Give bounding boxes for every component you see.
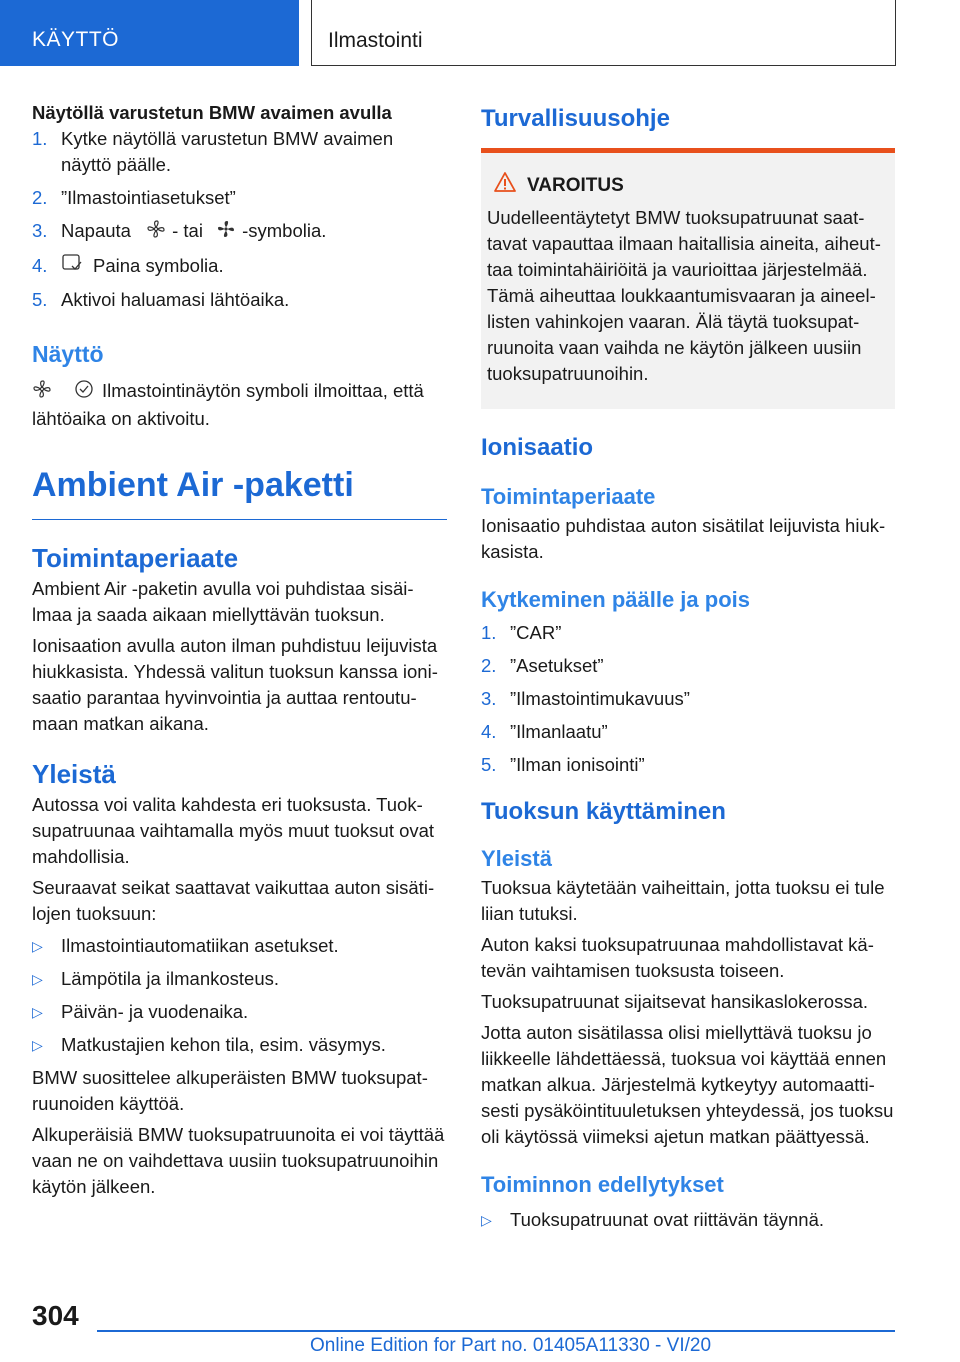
step-number: 2. <box>481 655 497 676</box>
list-item <box>32 933 447 959</box>
requirements-heading: Toiminnon edellytykset <box>481 1172 724 1197</box>
list-item-text: Päivän- ja vuodenaika. <box>61 1000 249 1022</box>
step-text: ”Ilmastointiasetukset” <box>61 187 236 208</box>
step-number: 5. <box>32 289 48 311</box>
list-item <box>32 185 447 211</box>
step-number: 4. <box>32 254 48 276</box>
warning-triangle-icon <box>493 171 517 201</box>
principle-paragraph-2: Ionisaation avulla auton ilman puhdistuu leijuvista hiukkasista. Yhdessä valitun tuoksun kanssa ionisaatio parantaa hyvinvointia ja auttaa rentoutumaan matkan aikana. <box>32 634 438 734</box>
switch-heading: Kytkeminen päälle ja pois <box>481 587 750 612</box>
usage-paragraph-4: Jotta auton sisätilassa olisi miellyttävä tuoksu jo liikkeelle lähdettäessä, tuoksua voi käyttää ennen matkan alkua. Järjestelmä kytkeytyy automaattisesti pysäköintituuletuksen yhteydessä, jos tuoksu oli käytössä viimeksi ajetun matkan päättyessä. <box>481 1022 894 1147</box>
step-text: Paina symbolia. <box>93 254 224 276</box>
step-text: ”CAR” <box>510 622 562 643</box>
step-text: ”Ilmanlaatu” <box>510 721 608 742</box>
usage-general-heading: Yleistä <box>481 846 552 871</box>
principle-paragraph-1: Ambient Air -paketin avulla voi puhdistaa sisäilmaa ja saada aikaan miellyttävän tuoksun. <box>32 577 414 625</box>
usage-paragraph-2: Auton kaksi tuoksupatruunaa mahdollistavat kätevän vaihtamisen tuoksusta toiseen. <box>481 934 874 981</box>
fan-icon-filled <box>216 219 236 246</box>
clock-check-icon <box>74 379 94 406</box>
step-text: Aktivoi haluamasi lähtöaika. <box>61 289 290 311</box>
step-text: ”Asetukset” <box>510 655 604 676</box>
list-item <box>481 620 895 646</box>
edition-link[interactable]: Online Edition for Part no. 01405A11330 - VI/20 <box>310 1335 712 1356</box>
list-item <box>32 1032 447 1058</box>
fan-icon <box>146 219 166 246</box>
key-steps-list <box>32 126 447 313</box>
warning-text: Uudelleentäytetyt BMW tuoksupatruunat saattavat vapauttaa ilmaan haitallisia aineita, aiheuttaa toimintahäiriöitä ja vaurioittaa järjestelmää. Tämä aiheuttaa loukkaantumisvaaran ja aineellisten vahinkojen vaaran. Älä täytä tuoksupatruunoita vaan vaihda ne käytön jälkeen uusiin tuoksupatruunoihin. <box>487 207 881 384</box>
list-item <box>481 686 895 712</box>
step-text-mid: - tai <box>172 220 203 241</box>
ambient-heading: Ambient Air -paketti <box>32 465 354 504</box>
ambient-heading-block <box>32 463 447 520</box>
list-item-text: Lämpötila ja ilmankosteus. <box>61 967 279 989</box>
confirm-check-icon <box>61 253 83 280</box>
key-procedure-title: Näytöllä varustetun BMW avaimen avulla <box>32 102 392 123</box>
scent-factors-list <box>32 933 447 1058</box>
list-item-text: Tuoksupatruunat ovat riittävän täynnä. <box>510 1209 825 1230</box>
warning-title <box>487 171 889 201</box>
triangle-bullet-icon: ▷ <box>32 1036 43 1053</box>
triangle-bullet-icon: ▷ <box>32 1003 43 1020</box>
section-tab <box>0 0 299 66</box>
chapter-title: Ilmastointi <box>328 29 423 52</box>
ionisation-heading: Ionisaatio <box>481 434 594 461</box>
usage-paragraph-3: Tuoksupatruunat sijaitsevat hansikaslokerossa. <box>481 991 868 1012</box>
list-item <box>32 253 447 281</box>
section-title: KÄYTTÖ <box>32 28 120 51</box>
step-number: 3. <box>481 688 497 709</box>
step-text-post: -symbolia. <box>242 220 327 241</box>
list-item <box>481 653 895 679</box>
triangle-bullet-icon: ▷ <box>32 970 43 987</box>
display-text: Ilmastointinäytön symboli ilmoittaa, että lähtöaika on aktivoitu. <box>32 380 424 429</box>
list-item <box>32 999 447 1025</box>
right-column <box>481 100 895 1240</box>
requirements-list <box>481 1207 895 1233</box>
step-text: ”Ilman ionisointi” <box>510 754 645 775</box>
footer-divider <box>97 1330 895 1332</box>
list-item <box>32 287 447 313</box>
usage-heading: Tuoksun käyttäminen <box>481 798 726 825</box>
step-number: 5. <box>481 754 497 775</box>
list-item <box>481 1207 895 1233</box>
general-paragraph-2: Seuraavat seikat saattavat vaikuttaa auton sisätilojen tuoksuun: <box>32 876 435 924</box>
list-item <box>32 218 447 246</box>
triangle-bullet-icon: ▷ <box>481 1212 492 1228</box>
page-number: 304 <box>32 1300 79 1331</box>
step-text-pre: Napauta <box>61 220 131 241</box>
display-paragraph <box>32 378 447 432</box>
step-text: Kytke näytöllä varustetun BMW avaimen näyttö päälle. <box>61 128 394 175</box>
list-item-text: Matkustajien kehon tila, esim. väsymys. <box>61 1033 386 1055</box>
step-number: 1. <box>32 128 48 149</box>
safety-heading: Turvallisuusohje <box>481 105 670 132</box>
step-number: 4. <box>481 721 497 742</box>
usage-paragraph-1: Tuoksua käytetään vaiheittain, jotta tuoksu ei tule liian tutuksi. <box>481 877 885 924</box>
ion-principle-text: Ionisaatio puhdistaa auton sisätilat leijuvista hiukkasista. <box>481 515 886 562</box>
general-heading: Yleistä <box>32 758 116 789</box>
triangle-bullet-icon: ▷ <box>32 937 43 954</box>
general-paragraph-1: Autossa voi valita kahdesta eri tuoksusta. Tuoksupatruunaa vaihtamalla myös muut tuoksut ovat mahdollisia. <box>32 793 435 867</box>
switch-steps-list <box>481 620 895 778</box>
left-column <box>32 100 447 1205</box>
step-text: ”Ilmastointimukavuus” <box>510 688 690 709</box>
list-item-text: Ilmastointiautomatiikan asetukset. <box>61 934 339 956</box>
list-item <box>32 126 447 178</box>
fan-icon <box>32 379 52 406</box>
list-item <box>32 966 447 992</box>
warning-box <box>481 148 895 409</box>
list-item <box>481 719 895 745</box>
general-paragraph-3: BMW suosittelee alkuperäisten BMW tuoksupatruunoiden käyttöä. <box>32 1066 428 1114</box>
principle-heading: Toimintaperiaate <box>32 542 239 573</box>
chapter-header <box>311 0 896 66</box>
step-number: 1. <box>481 622 497 643</box>
list-item <box>481 752 895 778</box>
display-heading: Näyttö <box>32 341 104 368</box>
step-number: 3. <box>32 220 48 241</box>
general-paragraph-4: Alkuperäisiä BMW tuoksupatruunoita ei voi täyttää vaan ne on vaihdettava uusiin tuoksupatruunoihin käytön jälkeen. <box>32 1123 445 1197</box>
warning-label: VAROITUS <box>527 175 624 196</box>
step-number: 2. <box>32 187 48 208</box>
ion-principle-heading: Toimintaperiaate <box>481 484 656 509</box>
